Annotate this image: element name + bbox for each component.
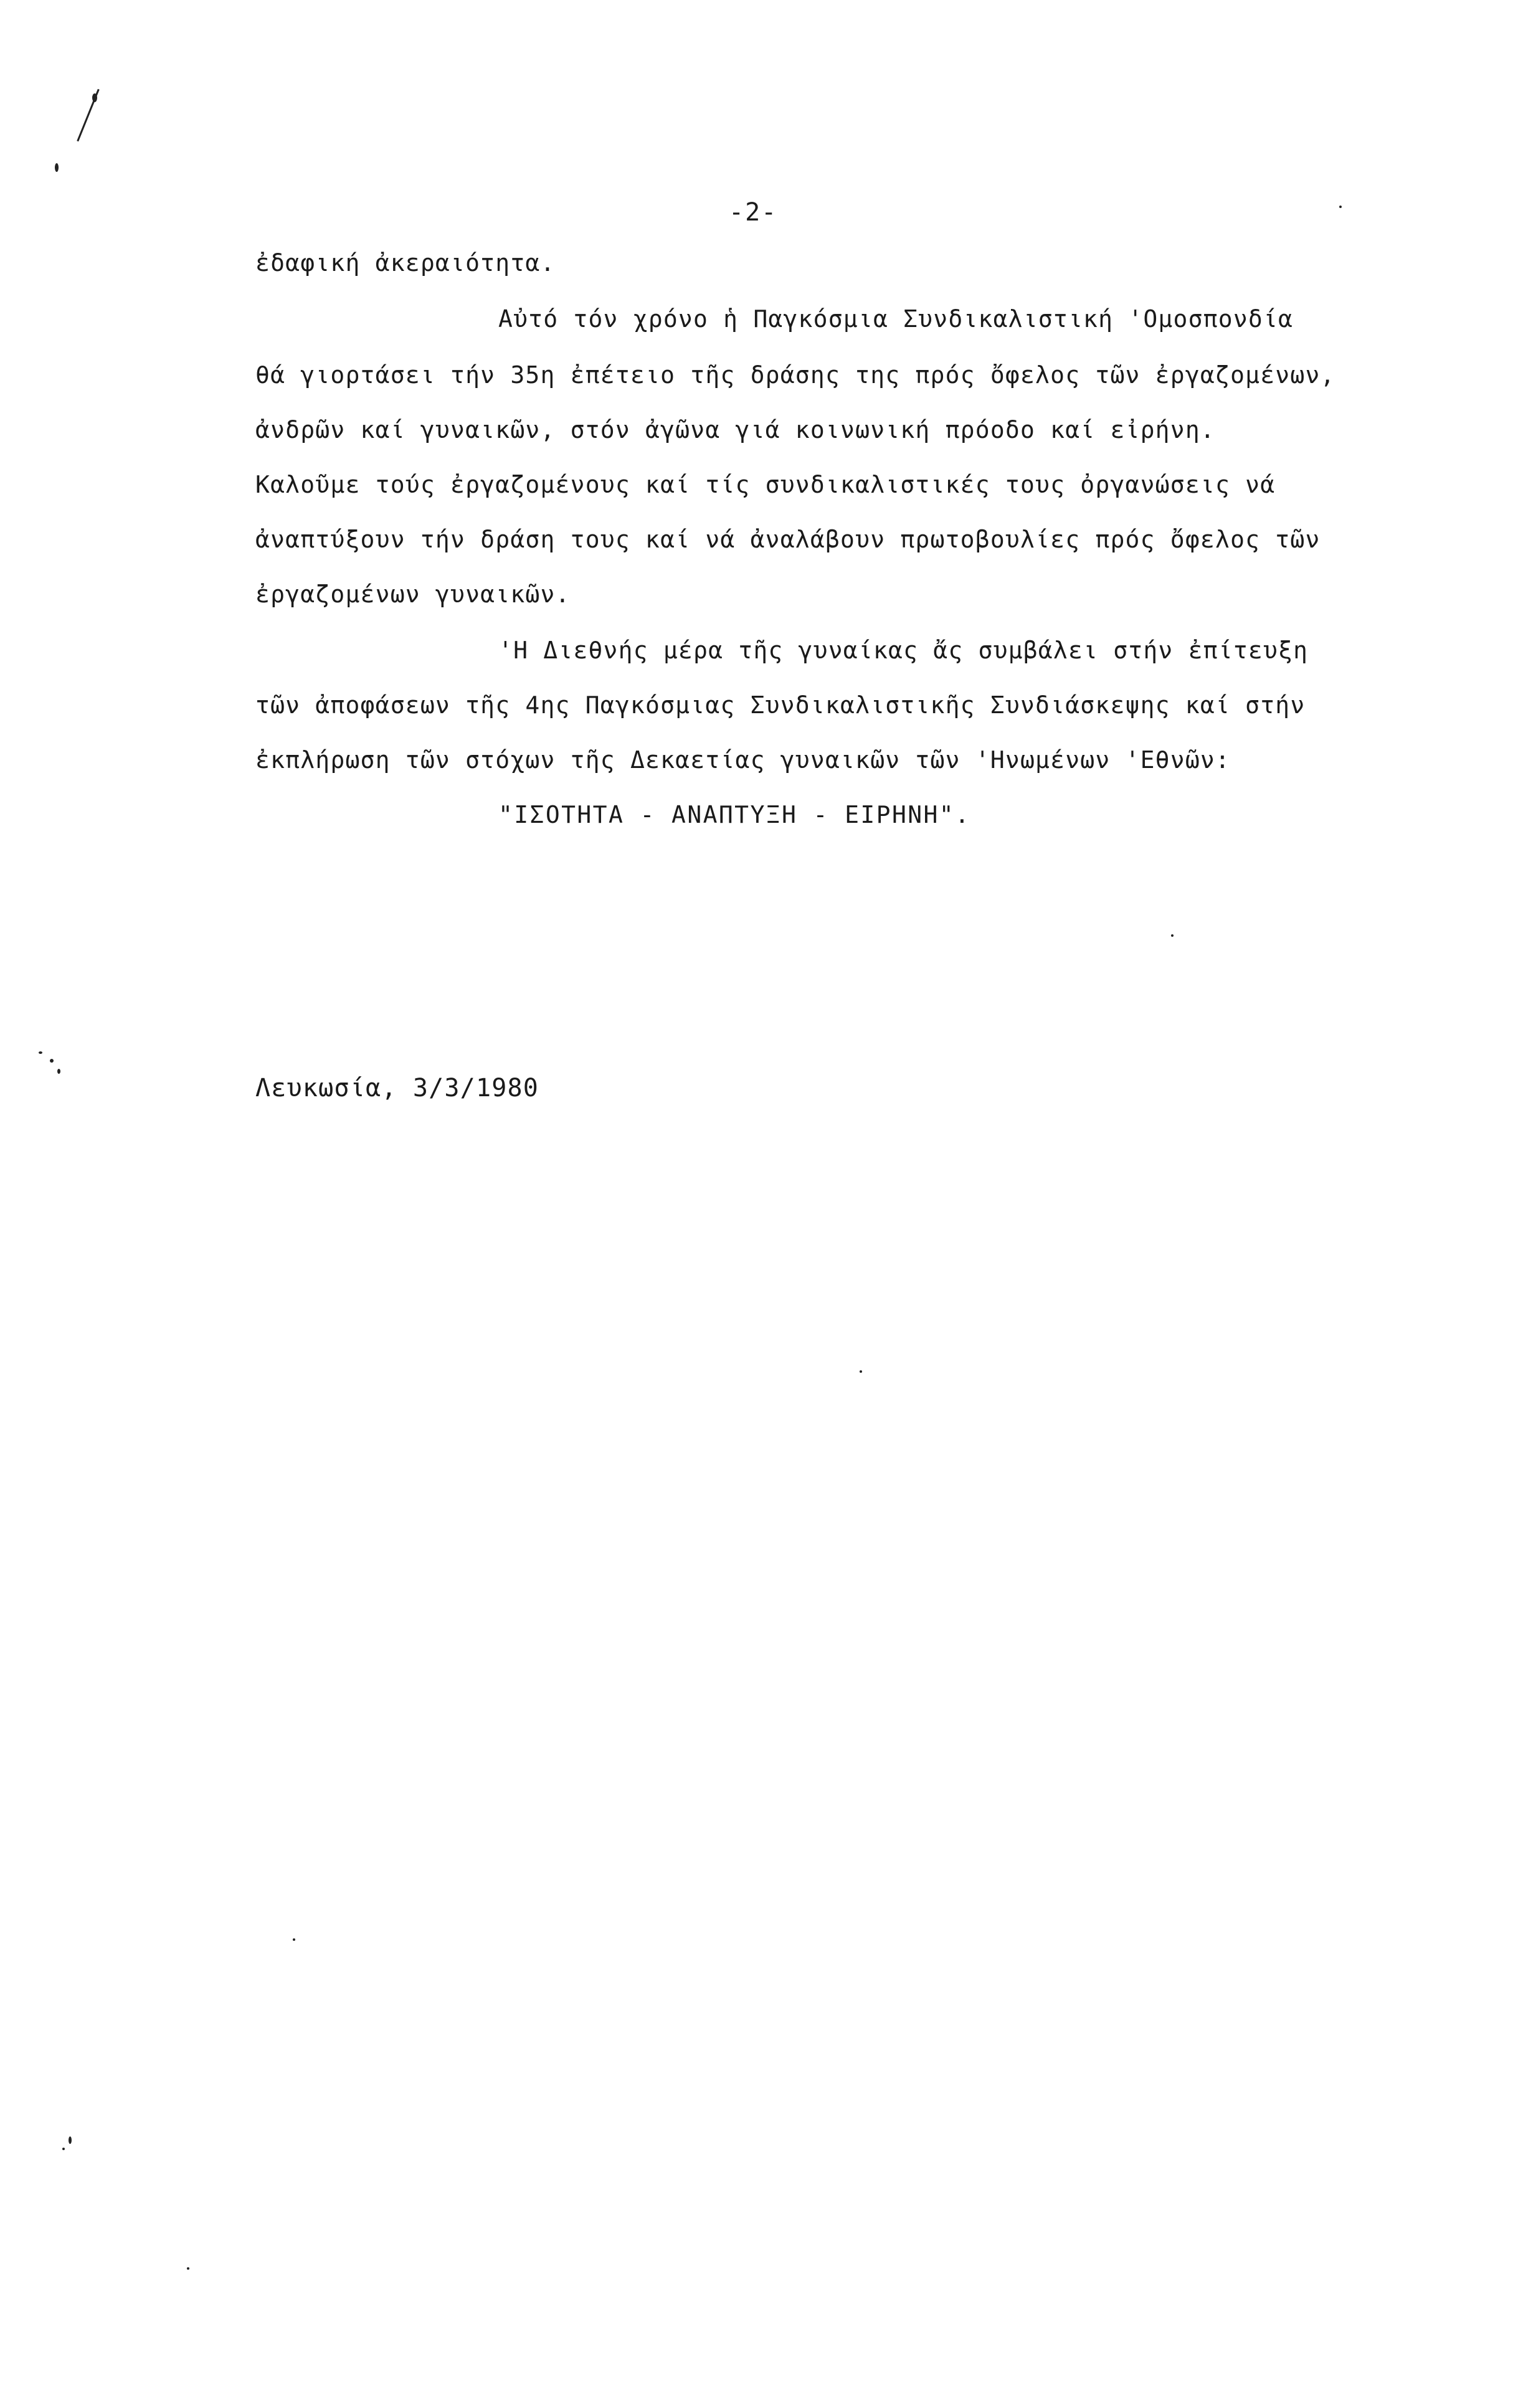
speck: [187, 2267, 189, 2270]
text-line-8: 'Η Διεθνής μέρα τῆς γυναίκας ἄς συμβάλει στήν ἐπίτευξη: [498, 637, 1309, 664]
speck: [1171, 934, 1174, 937]
text-line-5: Καλοῦμε τούς ἐργαζομένους καί τίς συνδικαλιστικές τους ὀργανώσεις νά: [255, 471, 1276, 498]
speck: [860, 1370, 862, 1373]
text-line-6: ἀναπτύξουν τήν δράση τους καί νά ἀναλάβουν πρωτοβουλίες πρός ὄφελος τῶν: [255, 526, 1321, 553]
page-number: -2-: [729, 198, 778, 227]
margin-dot: [55, 163, 59, 172]
speck: [57, 1069, 60, 1074]
place-and-date: Λευκωσία, 3/3/1980: [255, 1074, 539, 1102]
text-line-10: ἐκπλήρωση τῶν στόχων τῆς Δεκαετίας γυναικῶν τῶν 'Ηνωμένων 'Εθνῶν:: [255, 746, 1231, 774]
text-line-7: ἐργαζομένων γυναικῶν.: [255, 581, 571, 608]
speck: [62, 2148, 65, 2150]
speck: [69, 2136, 72, 2144]
text-line-1: ἐδαφική ἀκεραιότητα.: [255, 249, 556, 277]
speck: [39, 1051, 42, 1054]
speck: [293, 1938, 295, 1941]
slogan-line: "ΙΣΟΤΗΤΑ - ΑΝΑΠΤΥΞΗ - ΕΙΡΗΝΗ".: [498, 801, 971, 828]
margin-dot: [92, 93, 97, 102]
text-line-9: τῶν ἀποφάσεων τῆς 4ης Παγκόσμιας Συνδικαλιστικῆς Συνδιάσκεψης καί στήν: [255, 691, 1306, 719]
speck: [1339, 206, 1342, 208]
text-line-3: θά γιορτάσει τήν 35η ἐπέτειο τῆς δράσης της πρός ὄφελος τῶν ἐργαζομένων,: [255, 361, 1335, 389]
text-line-2: Αὐτό τόν χρόνο ἡ Παγκόσμια Συνδικαλιστική 'Ομοσπονδία: [498, 305, 1294, 333]
speck: [50, 1059, 54, 1063]
text-line-4: ἀνδρῶν καί γυναικῶν, στόν ἀγῶνα γιά κοινωνική πρόοδο καί εἰρήνη.: [255, 416, 1215, 443]
